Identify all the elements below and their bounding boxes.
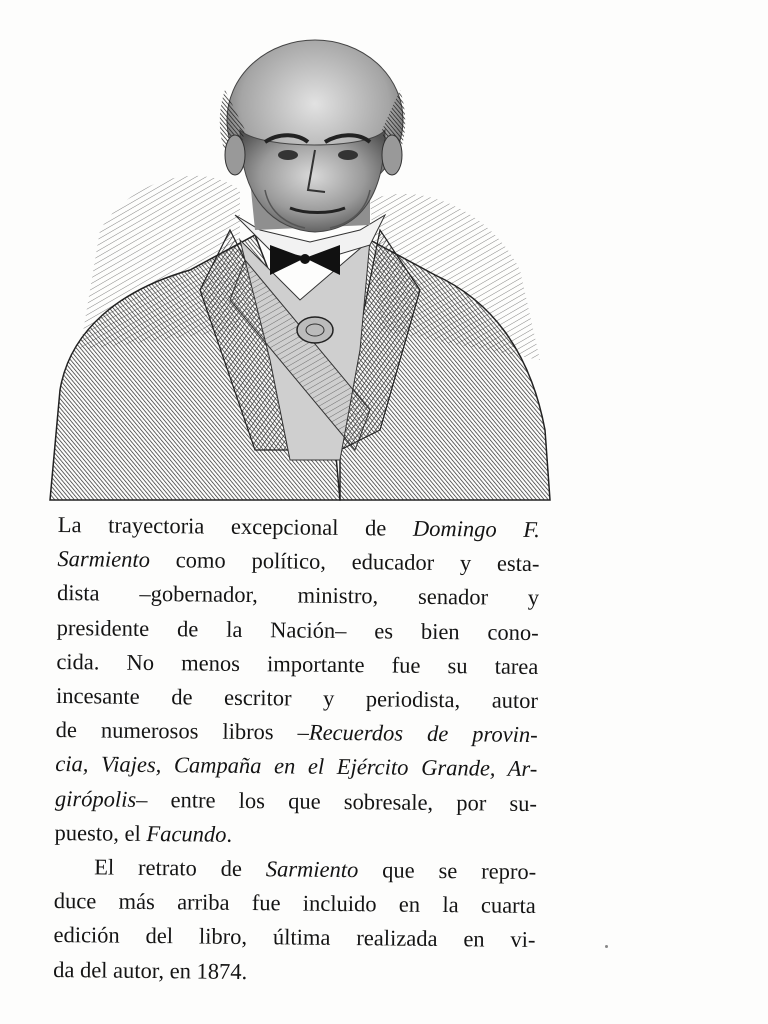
caption-text — [53, 508, 540, 992]
text-line: puesto, el Facundo. — [54, 819, 233, 847]
text-line: edición del libro, última realizada en vi- — [53, 922, 536, 953]
text-line: El retrato de Sarmiento que se repro- — [94, 854, 537, 885]
text-line: cida. No menos importante fue su tarea — [56, 648, 539, 679]
text-line: girópolis– entre los que sobresale, por su- — [54, 785, 538, 816]
text-line: Sarmiento como político, educador y esta- — [57, 546, 540, 577]
text-line: duce más arriba fue incluido en la cuarta — [53, 888, 536, 919]
paragraph-2 — [53, 850, 536, 992]
text-line: presidente de la Nación– es bien cono- — [56, 614, 539, 645]
text-line: cia, Viajes, Campaña en el Ejército Grande, Ar- — [55, 751, 538, 782]
engraved-portrait-image — [40, 30, 560, 510]
text-line: incesante de escritor y periodista, autor — [55, 683, 539, 714]
text-line: La trayectoria excepcional de Domingo F. — [57, 511, 540, 543]
text-line: dista –gobernador, ministro, senador y — [56, 580, 540, 611]
dust-speck — [605, 945, 608, 948]
text-line: da del autor, en 1874. — [53, 956, 248, 984]
text-line: de numerosos libros –Recuerdos de provin- — [55, 717, 538, 748]
paragraph-1 — [54, 508, 540, 855]
